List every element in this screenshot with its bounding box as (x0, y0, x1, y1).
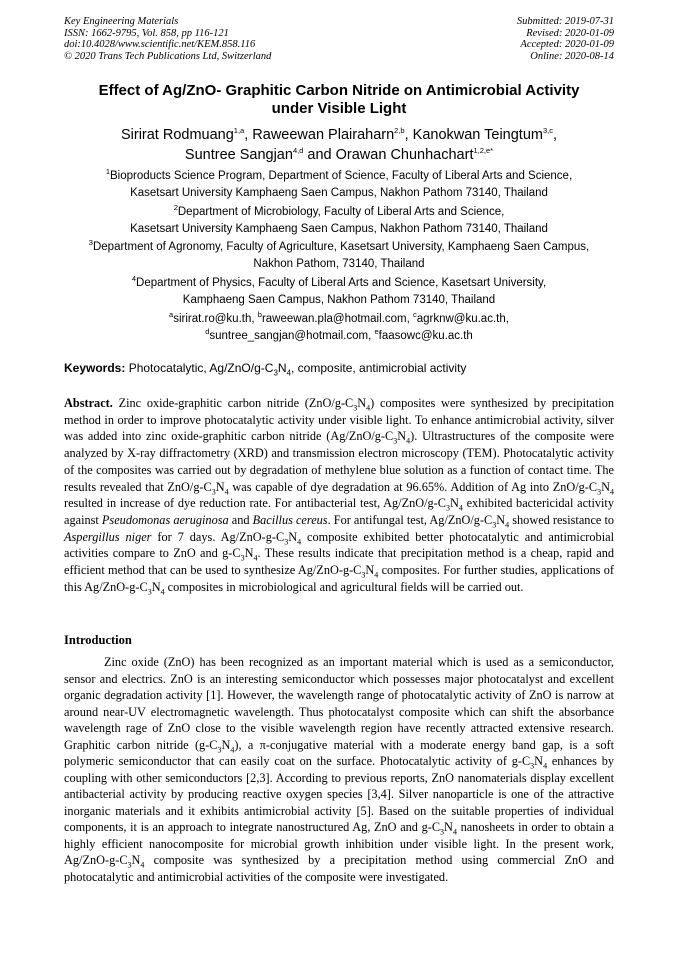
author-emails: $^a$sirirat.ro@ku.th, $^b$raweewan.pla@hotmail.com, $^c$agrknw@ku.ac.th, $^d$suntree_sangjan@hotmail.com, $^e$faasowc@ku.ac.th (169, 310, 509, 342)
affiliation-3 (56, 239, 622, 273)
author-name: Orawan Chunhachart (335, 147, 474, 163)
author-affil-sup: 1,a (233, 126, 245, 136)
email-a[interactable]: sirirat.ro@ku.th, (173, 313, 255, 325)
keywords-label: Keywords: (64, 361, 126, 375)
author-list (64, 125, 614, 165)
email-c[interactable]: agrknw@ku.ac.th, (416, 313, 509, 325)
species-name: Pseudomonas aeruginosa (101, 512, 229, 527)
email-b[interactable]: raweewan.pla@hotmail.com, (261, 313, 410, 325)
authors-line-2 (64, 145, 614, 165)
species-name: Aspergillus niger (64, 529, 152, 544)
submitted-date: Submitted: 2019-07-31 (516, 16, 614, 27)
paper-title (64, 82, 614, 118)
keywords: Keywords: Photocatalytic, $Ag/ZnO/g-C_3N_4$, composite, antimicrobial activity (64, 361, 467, 378)
abstract: Abstract. Zinc oxide-graphitic carbon nitride $(ZnO/g-C_3N_4)$ composites were synthesized by precipitation method in order to improve photocatalytic activity under visible light. To enhance antimicrobial activity, silver was added into zinc oxide-graphitic carbon nitride $(Ag/ZnO/g-C_3N_4)$. Ultrastructures of the composite were analyzed by X-ray diffractometry (XRD) and transmission electron microscopy (TEM). Photocatalytic activity of the composites was carried out by degradation of methylene blue solution as a function of contact time. The results revealed that ZnO/$g-C_3N_4$ was capable of dye degradation at 96.65%. Addition of Ag into ZnO/$g-C_3N_4$ resulted in increase of dye reduction rate. For antibacterial test, $Ag/ZnO/g-C_3N_4$ exhibited bactericidal activity against Pseudomonas aeruginosa and Bacillus cereus. For antifungal test, $Ag/ZnO/g-C_3N_4$ showed resistance to Aspergillus niger for 7 days. $Ag/ZnO-g-C_3N_4$ composite exhibited better photocatalytic and antimicrobial activities compare to ZnO and $g-C_3N_4$. These results indicate that precipitation method is a cheap, rapid and efficient method that can be used to synthesize $Ag/ZnO-g-C_3N_4$ composites. For further studies, applications of this $Ag/ZnO-g-C_3N_4$ composites in microbiological and agricultural fields will be carried out. (64, 396, 615, 597)
affiliation-1 (56, 168, 622, 202)
affil-number: 1 (105, 167, 110, 177)
author-affil-sup: 3,c (542, 126, 553, 136)
affiliation-2 (56, 204, 622, 238)
online-date: Online: 2020-08-14 (530, 50, 614, 62)
journal-info (64, 16, 271, 62)
author-name: Kanokwan Teingtum (412, 127, 543, 143)
affil-line: Kasetsart University Kamphaeng Saen Campus, Nakhon Pathom 73140, Thailand (130, 223, 548, 235)
species-name: Bacillus cereus (252, 512, 328, 527)
author-name: Sirirat Rodmuang (120, 127, 234, 143)
affil-line: Kamphaeng Saen Campus, Nakhon Pathom 73140, Thailand (182, 294, 496, 306)
introduction-body: Zinc oxide (ZnO) has been recognized as an important material which is used as a semiconductor, sensor and electrics. ZnO is an interesting semiconductor which possesses major photocatalyst and excellent organic degradation activity [1]. However, the wavelength range of photocatalytic activity of ZnO is narrow at around near-UV electromagnetic wavelength. Thus photocatalyst composite which can shift the absorbance wavelength rage of ZnO close to the visible wavelength region have recently attracted extensive research. Graphitic carbon nitride $(g-C_3N_4)$, a π-conjugative material with a moderate energy band gap, is a soft polymeric semiconductor that can easily coat on the surface. Photocatalytic activity of $g-C_3N_4$ enhances by coupling with other semiconductors [2,3]. According to previous reports, ZnO nanomaterials display excellent antibacterial activity by producing reactive oxygen species [3,4]. Silver nanoparticle is one of the attractive inorganic materials and it exhibits antimicrobial activity [5]. Based on the suitable properties of individual components, it is an approach to integrate nanostructured Ag, ZnO and $g-C_3N_4$ nanosheets in order to obtain a highly efficient nanocomposite for microbial growth inhibition under visible light. In the present work, $Ag/ZnO-g-C_3N_4$ composite was synthesized by a precipitation method using commercial ZnO and photocatalytic and antimicrobial activities of the composite were investigated. (64, 655, 615, 884)
dates-info (517, 16, 614, 62)
affil-line: Bioproducts Science Program, Department of Science, Faculty of Liberal Arts and Science, (110, 170, 573, 182)
affil-number: 3 (88, 238, 93, 248)
author-name: Suntree Sangjan (184, 147, 293, 163)
revised-date: Revised: 2020-01-09 (526, 27, 614, 39)
doi: doi:10.4028/www.scientific.net/KEM.858.116 (64, 39, 256, 50)
author-name: Raweewan Plairaharn (252, 127, 395, 143)
introduction-heading: Introduction (64, 633, 132, 647)
affil-line: Nakhon Pathom, 73140, Thailand (253, 258, 425, 270)
author-affil-sup: 2,b (394, 126, 405, 136)
email-e[interactable]: faasowc@ku.ac.th (378, 330, 473, 342)
affiliation-4 (56, 275, 622, 309)
accepted-date: Accepted: 2020-01-09 (520, 39, 614, 50)
affil-line: Department of Physics, Faculty of Liberal Arts and Science, Kasetsart University, (136, 277, 547, 289)
title-line-2: under Visible Light (271, 100, 407, 117)
authors-line-1: Sirirat Rodmuang$^{1,a}$, Raweewan Plairaharn$^{2,b}$, Kanokwan Teingtum$^{3,c}$, (120, 126, 558, 143)
author-and: and (307, 147, 332, 163)
author-affil-sup: 4,d (292, 146, 304, 156)
copyright: © 2020 Trans Tech Publications Ltd, Switzerland (64, 50, 272, 62)
affil-line: Kasetsart University Kamphaeng Saen Campus, Nakhon Pathom 73140, Thailand (130, 187, 548, 199)
affil-line: Department of Microbiology, Faculty of Liberal Arts and Science, (177, 206, 505, 218)
issn: ISSN: 1662-9795, Vol. 858, pp 116-121 (64, 27, 229, 39)
affil-number: 4 (131, 274, 137, 284)
affil-number: 2 (173, 203, 178, 213)
author-affil-sup: 1,2,e* (473, 146, 494, 156)
email-d[interactable]: suntree_sangjan@hotmail.com, (209, 330, 372, 342)
journal-name: Key Engineering Materials (64, 16, 179, 27)
title-line-1: Effect of Ag/ZnO- Graphitic Carbon Nitride on Antimicrobial Activity (98, 82, 580, 99)
affil-line: Department of Agronomy, Faculty of Agriculture, Kasetsart University, Kamphaeng Saen Campus, (92, 241, 590, 253)
abstract-label: Abstract. (64, 396, 113, 410)
